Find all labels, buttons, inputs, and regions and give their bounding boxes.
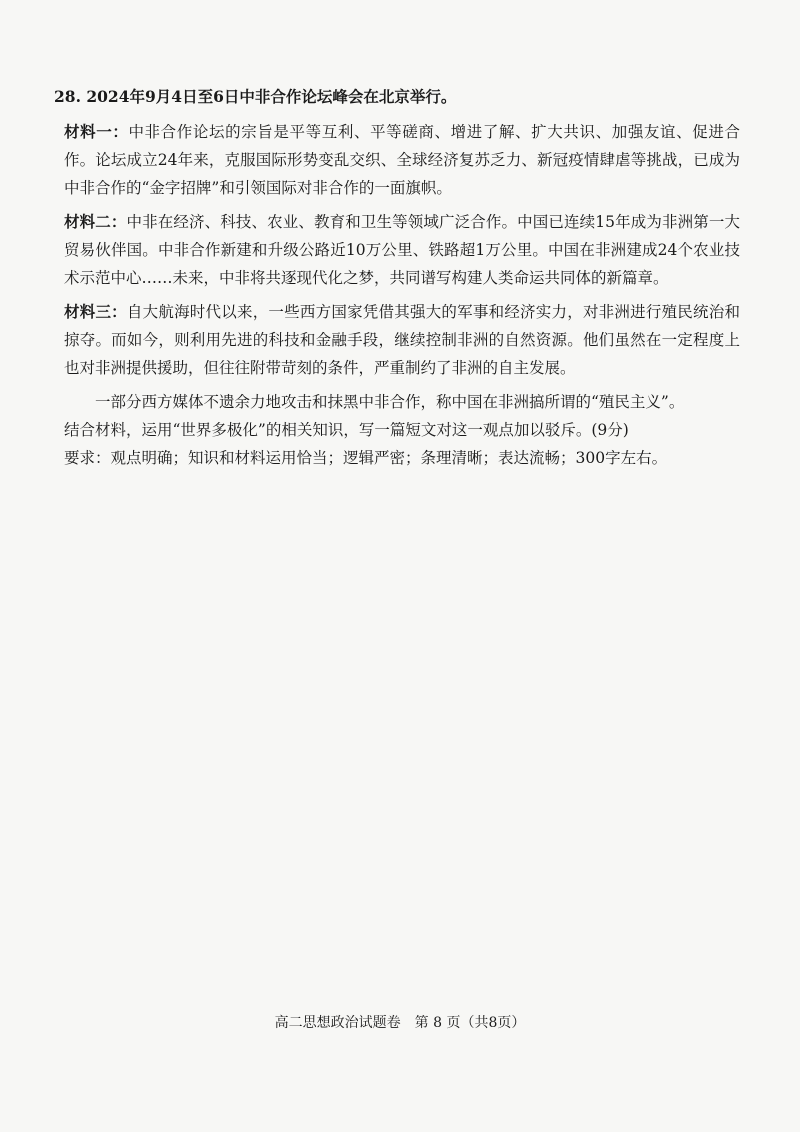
page-footer: 高二思想政治试题卷 第 8 页（共8页） (274, 1015, 526, 1031)
material-3-label: 材料三： (64, 302, 127, 321)
material-1-text: 中非合作论坛的宗旨是平等互利、平等磋商、增进了解、扩大共识、加强友谊、促进合作。论坛成立24年来，克服国际形势变乱交织、全球经济复苏乏力、新冠疫情肆虐等挑战，已成为中非合作的“金字招牌”和引领国际对非合作的一面旗帜。 (64, 123, 740, 197)
task-statement: 一部分西方媒体不遗余力地攻击和抹黑中非合作，称中国在非洲搞所谓的“殖民主义”。 (95, 393, 685, 411)
material-2-text: 中非在经济、科技、农业、教育和卫生等领域广泛合作。中国已连续15年成为非洲第一大贸易伙伴国。中非合作新建和升级公路近10万公里、铁路超1万公里。中国在非洲建成24个农业技术示范中心……未来，中非将共逐现代化之梦，共同谱写构建人类命运共同体的新篇章。 (64, 213, 740, 287)
task-instruction: 结合材料，运用“世界多极化”的相关知识，写一篇短文对这一观点加以驳斥。(9分) (64, 421, 629, 439)
material-3-text: 自大航海时代以来，一些西方国家凭借其强大的军事和经济实力，对非洲进行殖民统治和掠夺。而如今，则利用先进的科技和金融手段，继续控制非洲的自然资源。他们虽然在一定程度上也对非洲提供援助，但往往附带苛刻的条件，严重制约了非洲的自主发展。 (64, 303, 740, 377)
question-title: 28. 2024年9月4日至6日中非合作论坛峰会在北京举行。 (54, 87, 457, 106)
question-28 (54, 86, 740, 472)
task-requirements: 要求：观点明确；知识和材料运用恰当；逻辑严密；条理清晰；表达流畅；300字左右。 (64, 449, 668, 467)
material-1-label: 材料一： (64, 122, 129, 141)
material-3 (64, 298, 740, 382)
material-1 (64, 118, 740, 202)
material-2-label: 材料二： (64, 212, 127, 231)
material-2 (64, 208, 740, 292)
